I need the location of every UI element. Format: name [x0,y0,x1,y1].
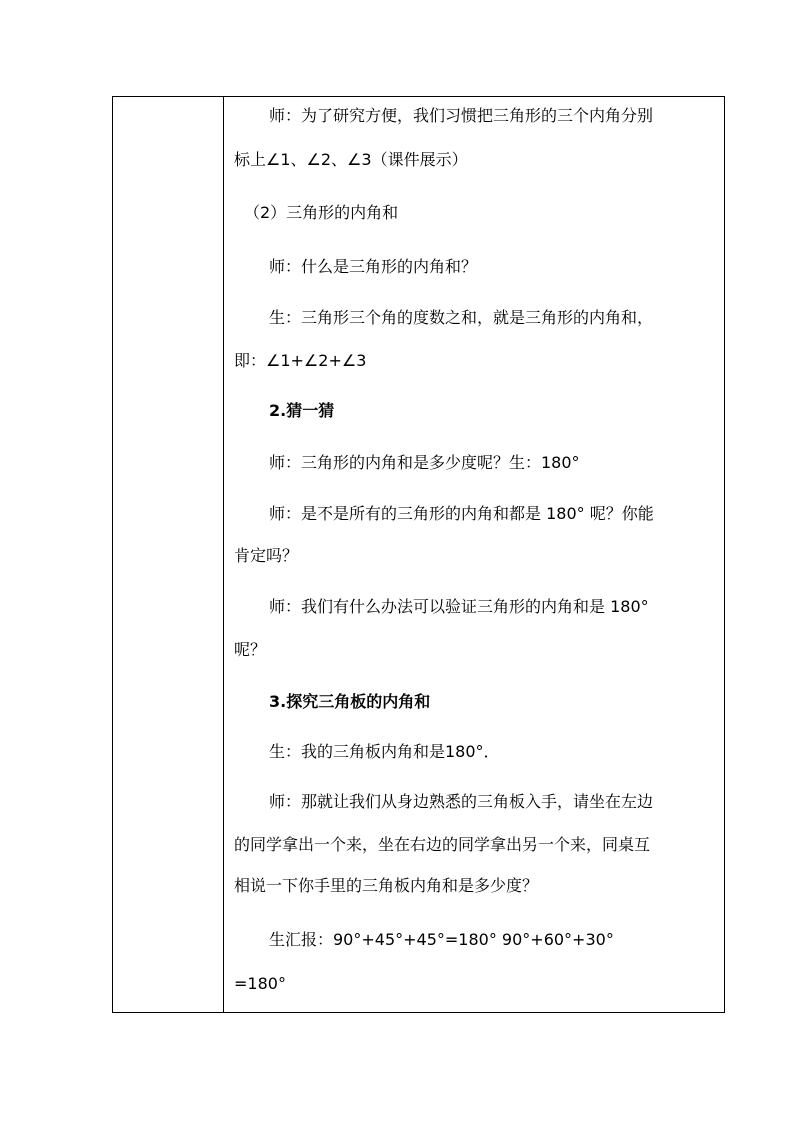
text-line: 呢？ [234,640,267,659]
text-line: 师：那就让我们从身边熟悉的三角板入手，请坐在左边 [269,792,654,811]
text-line: 生：我的三角板内角和是180°． [269,742,500,761]
text-line: 生：三角形三个角的度数之和，就是三角形的内角和， [269,308,654,327]
text-line: 标上∠1、∠2、∠3（课件展示） [234,150,468,169]
section-heading: 2.猜一猜 [269,401,335,420]
left-column-cell [113,97,224,1012]
content-cell [224,97,724,1012]
text-line: 师：我们有什么办法可以验证三角形的内角和是 180° [269,597,649,616]
section-heading: 3.探究三角板的内角和 [269,692,431,711]
text-line: 师：三角形的内角和是多少度呢？生：180° [269,453,580,472]
text-line: 生汇报：90°+45°+45°=180° 90°+60°+30° [269,930,614,949]
text-line: =180° [234,974,286,993]
text-line: 师：是不是所有的三角形的内角和都是 180° 呢？你能 [269,504,654,523]
text-line: 肯定吗？ [234,546,299,565]
text-line: 师：什么是三角形的内角和？ [269,257,478,276]
text-line: 即：∠1+∠2+∠3 [234,351,367,370]
section-heading: （2）三角形的内角和 [244,203,399,222]
lesson-table [112,96,725,1013]
text-line: 师：为了研究方便，我们习惯把三角形的三个内角分别 [269,106,654,125]
text-line: 的同学拿出一个来，坐在右边的同学拿出另一个来，同桌互 [234,835,651,854]
text-line: 相说一下你手里的三角板内角和是多少度？ [234,876,539,895]
